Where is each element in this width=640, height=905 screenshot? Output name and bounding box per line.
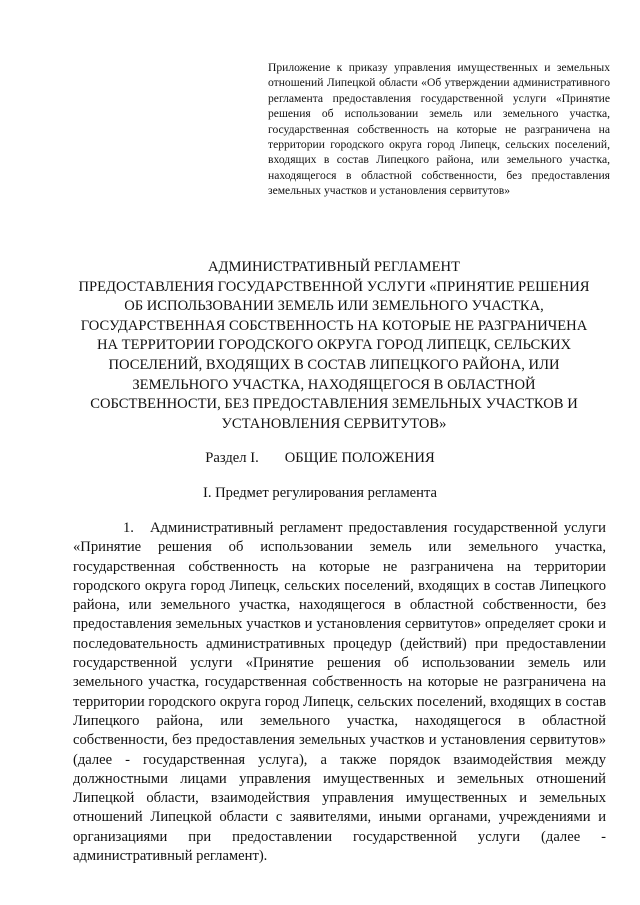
title-line: ОБ ИСПОЛЬЗОВАНИИ ЗЕМЕЛЬ ИЛИ ЗЕМЕЛЬНОГО УЧАСТКА,	[124, 298, 544, 315]
paragraph-1	[73, 519, 606, 866]
document-title	[60, 258, 608, 434]
section-number: Раздел I.	[205, 450, 259, 466]
appendix-note: Приложение к приказу управления имущественных и земельных отношений Липецкой области «Об утверждении административного регламента предоставления государственной услуги «Принятие решения об использовании земель или земельного участка, государственная собственность на которые не разграничена на территории городского округа город Липецк, сельских поселений, входящих в состав Липецкого района, или земельного участка, находящегося в областной собственности, без предоставления земельных участков и установления сервитутов»	[268, 61, 610, 198]
title-line: ПРЕДОСТАВЛЕНИЯ ГОСУДАРСТВЕННОЙ УСЛУГИ «ПРИНЯТИЕ РЕШЕНИЯ	[78, 278, 590, 295]
section-name: ОБЩИЕ ПОЛОЖЕНИЯ	[284, 450, 435, 466]
paragraph-text: Административный регламент предоставления государственной услуги «Принятие решения об использовании земель или земельного участка, государственная собственность на которые не разграничена на территории городского округа город Липецк, сельских поселений, входящих в состав Липецкого района, или земельного участка, находящегося в областной собственности, без предоставления земельных участков и установления сервитутов» определяет сроки и последовательность административных процедур (действий) при предоставлении государственной услуги «Принятие решения об использовании земель или земельного участка, государственная собственность на которые не разграничена на территории городского округа город Липецк, сельских поселений, входящих в состав Липецкого района, или земельного участка, находящегося в областной собственности, без предоставления земельных участков и установления сервитутов» (далее - государственная услуга), а также порядок взаимодействия между должностными лицами управления имущественных и земельных отношений Липецкой области, взаимодействия управления имущественных и земельных отношений Липецкой области с заявителями, иными органами, учреждениями и организациями при предоставлении государственной услуги (далее - административный регламент).	[73, 520, 606, 865]
section-heading	[0, 450, 640, 467]
title-line: ЗЕМЕЛЬНОГО УЧАСТКА, НАХОДЯЩЕГОСЯ В ОБЛАСТНОЙ	[132, 376, 536, 393]
paragraph-number: 1.	[123, 520, 134, 536]
title-line: ПОСЕЛЕНИЙ, ВХОДЯЩИХ В СОСТАВ ЛИПЕЦКОГО РАЙОНА, ИЛИ	[108, 356, 560, 373]
title-line: ГОСУДАРСТВЕННАЯ СОБСТВЕННОСТЬ НА КОТОРЫЕ НЕ РАЗГРАНИЧЕНА	[80, 317, 588, 334]
subsection-heading: I. Предмет регулирования регламента	[202, 485, 438, 501]
title-line: АДМИНИСТРАТИВНЫЙ РЕГЛАМЕНТ	[207, 259, 461, 275]
title-line: СОБСТВЕННОСТИ, БЕЗ ПРЕДОСТАВЛЕНИЯ ЗЕМЕЛЬНЫХ УЧАСТКОВ И	[90, 396, 578, 413]
title-line: НА ТЕРРИТОРИИ ГОРОДСКОГО ОКРУГА ГОРОД ЛИПЕЦК, СЕЛЬСКИХ	[96, 337, 572, 354]
title-line: УСТАНОВЛЕНИЯ СЕРВИТУТОВ»	[221, 415, 447, 432]
